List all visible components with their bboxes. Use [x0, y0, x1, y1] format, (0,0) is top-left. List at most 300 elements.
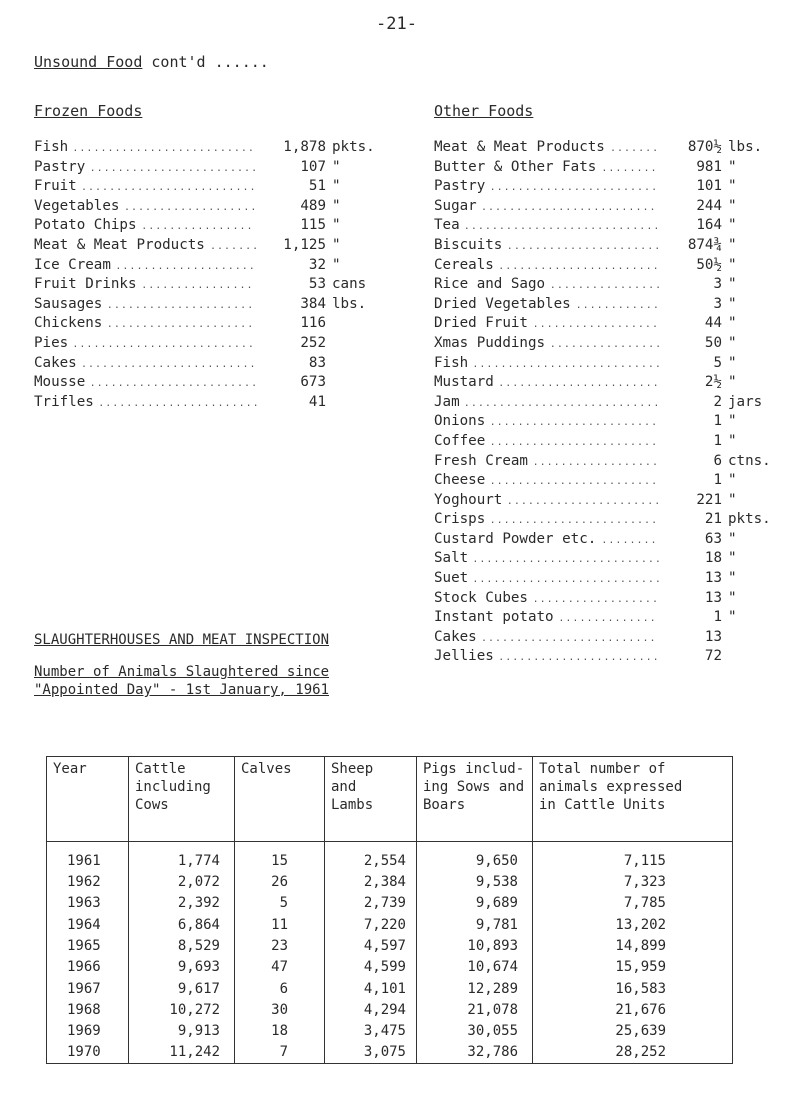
item-name: Sausages — [34, 295, 103, 312]
item-name: Suet — [434, 570, 469, 587]
leader-dots: ................ — [549, 280, 663, 292]
table-cell: 1968 — [47, 999, 129, 1020]
table-cell: 9,913 — [129, 1021, 235, 1042]
item-unit: " — [728, 217, 737, 234]
table-cell: 30 — [235, 999, 325, 1020]
table-cell: 4,294 — [325, 999, 417, 1020]
item-name: Tea — [434, 217, 460, 234]
list-item — [434, 394, 790, 414]
item-quantity: 44 — [704, 315, 722, 332]
table-cell: 7,115 — [533, 842, 733, 872]
item-name: Onions — [434, 413, 486, 430]
table-cell: 14,899 — [533, 935, 733, 956]
table-cell: 3,075 — [325, 1042, 417, 1063]
item-name: Yoghourt — [434, 491, 503, 508]
list-item — [34, 394, 420, 414]
item-unit: " — [332, 256, 341, 273]
item-unit: " — [728, 570, 737, 587]
item-quantity: 18 — [704, 550, 722, 567]
leader-dots: .......................... — [72, 338, 255, 350]
item-name: Dried Vegetables — [434, 295, 571, 312]
leader-dots: ................ — [549, 338, 663, 350]
list-item — [434, 139, 790, 159]
item-name: Meat & Meat Products — [34, 236, 205, 253]
table-cell: 10,893 — [417, 935, 533, 956]
item-unit: lbs. — [332, 295, 367, 312]
item-unit: cans — [332, 276, 367, 293]
item-quantity: 32 — [308, 256, 326, 273]
column-header-line: Sheep — [331, 761, 374, 777]
table-cell: 2,072 — [129, 872, 235, 893]
continuation-header — [34, 53, 269, 71]
table-body — [47, 842, 733, 1064]
item-unit: " — [728, 432, 737, 449]
list-item — [34, 237, 420, 257]
table-cell: 15 — [235, 842, 325, 872]
table-cell: 11 — [235, 914, 325, 935]
list-item — [34, 159, 420, 179]
table-cell: 21,078 — [417, 999, 533, 1020]
list-item — [434, 217, 790, 237]
table-row — [47, 978, 733, 999]
column-header — [235, 757, 325, 842]
table-cell: 4,101 — [325, 978, 417, 999]
item-name: Pies — [34, 334, 69, 351]
item-unit: " — [332, 217, 341, 234]
item-name: Custard Powder etc. — [434, 530, 597, 547]
leader-dots: .............. — [558, 613, 657, 625]
list-item — [434, 531, 790, 551]
leader-dots: ........................ — [489, 476, 659, 488]
item-unit: " — [728, 530, 737, 547]
list-item — [434, 550, 790, 570]
item-quantity: 1 — [713, 609, 722, 626]
item-quantity: 252 — [300, 334, 326, 351]
table-cell: 26 — [235, 872, 325, 893]
leader-dots: ....... — [610, 143, 660, 154]
header-cont: cont'd ...... — [151, 53, 269, 71]
column-header-line: Pigs includ- — [423, 761, 525, 777]
item-unit: " — [332, 236, 341, 253]
item-name: Pastry — [434, 178, 486, 195]
other-foods-list — [434, 139, 790, 668]
leader-dots: ....... — [210, 240, 260, 252]
item-unit: pkts. — [332, 139, 375, 155]
list-item — [34, 217, 420, 237]
leader-dots: ................... — [124, 201, 258, 213]
column-header-line: including — [135, 779, 211, 795]
item-name: Cakes — [434, 628, 477, 645]
item-name: Mustard — [434, 374, 494, 391]
leader-dots: .................... — [115, 260, 256, 272]
table-cell: 7,323 — [533, 872, 733, 893]
table-cell: 28,252 — [533, 1042, 733, 1063]
slaughter-table — [46, 756, 733, 1064]
list-item — [434, 296, 790, 316]
list-item — [434, 570, 790, 590]
item-quantity: 221 — [696, 491, 722, 508]
item-quantity: 3 — [713, 276, 722, 293]
leader-dots: .................. — [532, 319, 659, 331]
table-cell: 9,617 — [129, 978, 235, 999]
table-cell: 1962 — [47, 872, 129, 893]
item-quantity: 1 — [713, 413, 722, 430]
item-name: Fruit Drinks — [34, 276, 137, 293]
column-header-line: Cows — [135, 797, 169, 813]
item-unit: " — [728, 354, 737, 371]
item-name: Cheese — [434, 472, 486, 489]
item-unit: lbs. — [728, 139, 763, 155]
table-cell: 15,959 — [533, 957, 733, 978]
item-quantity: 870½ — [687, 139, 722, 155]
table-cell: 32,786 — [417, 1042, 533, 1063]
leader-dots: ........................... — [472, 554, 662, 566]
leader-dots: ........................ — [489, 417, 659, 429]
item-name: Cereals — [434, 256, 494, 273]
leader-dots: ............................ — [463, 221, 661, 233]
item-quantity: 164 — [696, 217, 722, 234]
item-unit: " — [332, 178, 341, 195]
table-cell: 12,289 — [417, 978, 533, 999]
leader-dots: ........................ — [489, 515, 659, 527]
item-quantity: 50 — [704, 334, 722, 351]
list-item — [34, 374, 420, 394]
item-name: Pastry — [34, 158, 86, 175]
leader-dots: ............ — [575, 299, 660, 311]
column-header — [533, 757, 733, 842]
item-name: Salt — [434, 550, 469, 567]
leader-dots: ........................ — [89, 378, 259, 390]
column-header — [325, 757, 417, 842]
column-header — [47, 757, 129, 842]
table-row — [47, 1021, 733, 1042]
item-quantity: 51 — [308, 178, 326, 195]
table-cell: 23 — [235, 935, 325, 956]
item-quantity: 384 — [300, 295, 326, 312]
slaughter-section — [34, 631, 329, 699]
table-cell: 7,220 — [325, 914, 417, 935]
item-quantity: 1,878 — [283, 139, 326, 155]
item-unit: " — [728, 178, 737, 195]
table-cell: 1963 — [47, 893, 129, 914]
list-item — [34, 276, 420, 296]
item-name: Trifles — [34, 393, 94, 410]
list-item — [434, 237, 790, 257]
column-header — [129, 757, 235, 842]
leader-dots: ......................... — [81, 182, 257, 194]
item-quantity: 489 — [300, 197, 326, 214]
table-cell: 4,599 — [325, 957, 417, 978]
table-cell: 6 — [235, 978, 325, 999]
item-name: Dried Fruit — [434, 315, 528, 332]
table-row — [47, 957, 733, 978]
leader-dots: ........................... — [472, 574, 662, 586]
item-unit: " — [728, 256, 737, 273]
table-header-row — [47, 757, 733, 842]
leader-dots: ............................ — [463, 397, 661, 409]
item-name: Meat & Meat Products — [434, 139, 605, 155]
leader-dots: ................ — [141, 280, 254, 292]
table-row — [47, 1042, 733, 1063]
table-cell: 9,781 — [417, 914, 533, 935]
table-cell: 47 — [235, 957, 325, 978]
item-quantity: 116 — [300, 315, 326, 332]
table-cell: 25,639 — [533, 1021, 733, 1042]
list-item — [434, 335, 790, 355]
table-row — [47, 872, 733, 893]
item-unit: pkts. — [728, 511, 771, 528]
list-item — [434, 198, 790, 218]
leader-dots: ...................... — [506, 495, 662, 507]
table-cell: 1965 — [47, 935, 129, 956]
item-quantity: 244 — [696, 197, 722, 214]
slaughter-subheading-1: Number of Animals Slaughtered since — [34, 664, 330, 680]
table-cell: 4,597 — [325, 935, 417, 956]
leader-dots: ....................... — [498, 652, 660, 664]
list-item — [34, 257, 420, 277]
item-quantity: 2 — [713, 393, 722, 410]
leader-dots: ......................... — [481, 632, 657, 644]
item-quantity: 2½ — [704, 374, 722, 391]
list-item — [434, 374, 790, 394]
table-cell: 9,693 — [129, 957, 235, 978]
item-name: Fresh Cream — [434, 452, 528, 469]
item-quantity: 1,125 — [283, 236, 326, 253]
list-item — [434, 511, 790, 531]
table-cell: 16,583 — [533, 978, 733, 999]
leader-dots: ........................ — [489, 182, 659, 194]
item-unit: " — [728, 158, 737, 175]
item-unit: " — [728, 236, 737, 253]
table-cell: 13,202 — [533, 914, 733, 935]
column-header-line: Cattle — [135, 761, 186, 777]
table-cell: 3,475 — [325, 1021, 417, 1042]
item-unit: " — [728, 197, 737, 214]
item-quantity: 101 — [696, 178, 722, 195]
leader-dots: ..................... — [106, 299, 255, 311]
leader-dots: ........................... — [472, 358, 662, 370]
list-item — [434, 590, 790, 610]
frozen-foods-title: Frozen Foods — [34, 102, 143, 120]
list-item — [34, 139, 420, 159]
column-header-line: Total number of — [539, 761, 666, 777]
item-name: Fish — [434, 354, 469, 371]
item-quantity: 6 — [713, 452, 722, 469]
other-foods-title: Other Foods — [434, 102, 534, 120]
list-item — [434, 648, 790, 668]
item-quantity: 83 — [308, 354, 326, 371]
item-name: Coffee — [434, 432, 486, 449]
table-cell: 2,392 — [129, 893, 235, 914]
table-row — [47, 914, 733, 935]
item-name: Cakes — [34, 354, 77, 371]
table-cell: 1969 — [47, 1021, 129, 1042]
list-item — [434, 609, 790, 629]
item-quantity: 50½ — [696, 256, 722, 273]
list-item — [434, 178, 790, 198]
item-quantity: 3 — [713, 295, 722, 312]
table-cell: 30,055 — [417, 1021, 533, 1042]
item-unit: " — [728, 295, 737, 312]
table-cell: 6,864 — [129, 914, 235, 935]
leader-dots: ................ — [141, 221, 254, 233]
table-cell: 7,785 — [533, 893, 733, 914]
table-cell: 1964 — [47, 914, 129, 935]
item-name: Potato Chips — [34, 217, 137, 234]
item-name: Jam — [434, 393, 460, 410]
table-row — [47, 935, 733, 956]
table-cell: 2,384 — [325, 872, 417, 893]
item-quantity: 1 — [713, 472, 722, 489]
item-quantity: 107 — [300, 158, 326, 175]
leader-dots: ........ — [601, 162, 658, 174]
table-cell: 1,774 — [129, 842, 235, 872]
table-row — [47, 893, 733, 914]
table-cell: 10,674 — [417, 957, 533, 978]
item-unit: " — [332, 197, 341, 214]
column-header-line: Calves — [241, 761, 292, 777]
item-quantity: 673 — [300, 374, 326, 391]
leader-dots: ........................ — [489, 436, 659, 448]
list-item — [434, 492, 790, 512]
leader-dots: ....................... — [98, 397, 260, 409]
table-cell: 9,689 — [417, 893, 533, 914]
item-unit: " — [728, 550, 737, 567]
item-name: Instant potato — [434, 609, 554, 626]
leader-dots: ........................ — [89, 162, 259, 174]
list-item — [434, 276, 790, 296]
table-cell: 1967 — [47, 978, 129, 999]
item-unit: ctns. — [728, 452, 771, 469]
table-cell: 1970 — [47, 1042, 129, 1063]
list-item — [34, 178, 420, 198]
header-title: Unsound Food — [34, 53, 143, 71]
list-item — [34, 315, 420, 335]
item-name: Butter & Other Fats — [434, 158, 597, 175]
column-header-line: Year — [53, 761, 87, 777]
list-item — [434, 355, 790, 375]
table-cell: 11,242 — [129, 1042, 235, 1063]
leader-dots: ..................... — [106, 319, 255, 331]
item-name: Xmas Puddings — [434, 334, 546, 351]
item-unit: " — [728, 609, 737, 626]
item-unit: " — [728, 276, 737, 293]
leader-dots: ......................... — [81, 358, 257, 370]
table-row — [47, 842, 733, 872]
list-item — [434, 453, 790, 473]
list-item — [34, 296, 420, 316]
item-name: Chickens — [34, 315, 103, 332]
leader-dots: ......................... — [481, 201, 657, 213]
item-quantity: 41 — [308, 393, 326, 410]
leader-dots: ....................... — [498, 260, 660, 272]
leader-dots: .......................... — [72, 143, 255, 154]
item-name: Fish — [34, 139, 69, 155]
table-cell: 9,538 — [417, 872, 533, 893]
item-name: Rice and Sago — [434, 276, 546, 293]
table-cell: 10,272 — [129, 999, 235, 1020]
item-quantity: 13 — [704, 570, 722, 587]
item-unit: " — [728, 491, 737, 508]
item-unit: " — [728, 413, 737, 430]
item-quantity: 53 — [308, 276, 326, 293]
page-number: -21- — [376, 14, 417, 34]
item-quantity: 13 — [704, 589, 722, 606]
item-unit: jars — [728, 393, 763, 410]
item-name: Mousse — [34, 374, 86, 391]
table-cell: 18 — [235, 1021, 325, 1042]
list-item — [434, 472, 790, 492]
item-name: Jellies — [434, 648, 494, 665]
table-cell: 21,676 — [533, 999, 733, 1020]
column-header — [417, 757, 533, 842]
item-quantity: 874¾ — [687, 236, 722, 253]
item-unit: " — [728, 472, 737, 489]
list-item — [434, 315, 790, 335]
leader-dots: .................. — [532, 456, 659, 468]
slaughter-subheading-2: "Appointed Day" - 1st January, 1961 — [34, 682, 330, 698]
column-header-line: ing Sows and — [423, 779, 525, 795]
item-name: Crisps — [434, 511, 486, 528]
leader-dots: .................. — [532, 593, 659, 605]
item-name: Biscuits — [434, 236, 503, 253]
slaughter-heading: SLAUGHTERHOUSES AND MEAT INSPECTION — [34, 632, 330, 648]
table-cell: 1966 — [47, 957, 129, 978]
item-quantity: 21 — [704, 511, 722, 528]
table-cell: 1961 — [47, 842, 129, 872]
item-unit: " — [728, 334, 737, 351]
list-item — [34, 198, 420, 218]
list-item — [434, 159, 790, 179]
item-name: Ice Cream — [34, 256, 111, 273]
table-cell: 2,554 — [325, 842, 417, 872]
leader-dots: ...................... — [506, 240, 662, 252]
list-item — [434, 629, 790, 649]
leader-dots: ........ — [601, 534, 658, 546]
item-unit: " — [332, 158, 341, 175]
column-header-line: Lambs — [331, 797, 374, 813]
item-quantity: 72 — [704, 648, 722, 665]
table-cell: 5 — [235, 893, 325, 914]
item-quantity: 13 — [704, 628, 722, 645]
item-quantity: 63 — [704, 530, 722, 547]
item-name: Vegetables — [34, 197, 120, 214]
table-row — [47, 999, 733, 1020]
item-name: Fruit — [34, 178, 77, 195]
list-item — [434, 257, 790, 277]
table-cell: 9,650 — [417, 842, 533, 872]
list-item — [434, 433, 790, 453]
item-quantity: 5 — [713, 354, 722, 371]
item-quantity: 981 — [696, 158, 722, 175]
item-name: Sugar — [434, 197, 477, 214]
column-header-line: and — [331, 779, 357, 795]
item-name: Stock Cubes — [434, 589, 528, 606]
column-header-line: animals expressed — [539, 779, 683, 795]
list-item — [434, 413, 790, 433]
leader-dots: ....................... — [498, 378, 660, 390]
column-header-line: in Cattle Units — [539, 797, 666, 813]
table-cell: 2,739 — [325, 893, 417, 914]
table-cell: 7 — [235, 1042, 325, 1063]
item-quantity: 1 — [713, 432, 722, 449]
item-unit: " — [728, 374, 737, 391]
frozen-foods-list — [34, 139, 420, 413]
column-header-line: Boars — [423, 797, 466, 813]
list-item — [34, 355, 420, 375]
item-unit: " — [728, 589, 737, 606]
table-cell: 8,529 — [129, 935, 235, 956]
